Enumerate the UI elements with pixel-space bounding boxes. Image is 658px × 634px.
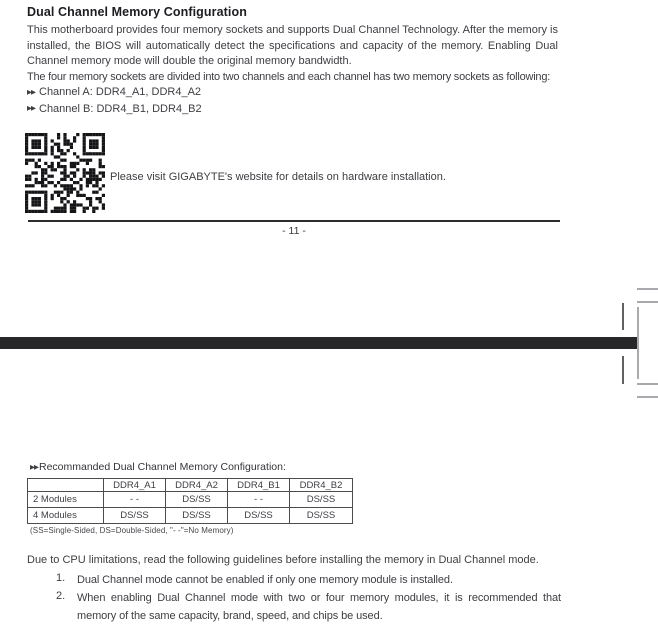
table-cell: DS/SS [228,508,290,524]
header-cell: DDR4_B2 [290,479,353,492]
crop-mark [637,307,639,379]
table-row [28,492,353,508]
guideline-intro: Due to CPU limitations, read the following guidelines before installing the memory in Dual Channel mode. [27,554,539,566]
guideline-text: Dual Channel mode cannot be enabled if only one memory module is installed. [77,574,453,586]
page-break-bar [0,337,638,349]
header-cell: DDR4_B1 [228,479,290,492]
header-cell: DDR4_A2 [166,479,228,492]
table-cell: DS/SS [104,508,166,524]
double-arrow-icon: ▶▶ [27,87,35,96]
crop-mark [637,288,658,290]
crop-mark [622,303,624,330]
section-heading: Dual Channel Memory Configuration [27,5,247,19]
table-caption [30,461,286,473]
channel-a-line [27,85,558,102]
intro-text-block [27,23,558,118]
table-note: (SS=Single-Sided, DS=Double-Sided, "- -"=No Memory) [30,526,234,535]
crop-mark [622,356,624,384]
table-cell: DS/SS [290,508,353,524]
memory-config-table [27,478,353,524]
header-cell: DDR4_A1 [104,479,166,492]
crop-mark [637,301,658,303]
page-number: - 11 - [282,225,306,237]
row-label: 4 Modules [28,508,104,524]
guideline-text: When enabling Dual Channel mode with two or four memory modules, it is recommended that memory of the same capacity, brand, speed, and chips be used. [77,592,561,622]
qr-code-image [25,133,105,213]
table-cell: DS/SS [166,492,228,508]
table-cell: DS/SS [166,508,228,524]
footer-rule [28,220,560,222]
header-cell-empty [28,479,104,492]
guideline-number: 1. [56,572,66,584]
qr-caption: Please visit GIGABYTE's website for details on hardware installation. [110,171,446,183]
table-header-row [28,479,353,492]
channel-b-line [27,102,558,119]
crop-mark [637,383,658,385]
double-arrow-icon: ▶▶ [30,462,38,471]
table-caption-text: Recommanded Dual Channel Memory Configuration: [39,461,286,473]
crop-mark [637,396,658,398]
intro-paragraph: This motherboard provides four memory sockets and supports Dual Channel Technology. After the memory is installed, the BIOS will automatically detect the specifications and capacity of the memory. Enabling Dual Channel memory mode will double the original memory bandwidth. [27,24,558,67]
table-cell: - - [228,492,290,508]
double-arrow-icon: ▶▶ [27,104,35,112]
table-cell: - - [104,492,166,508]
row-label: 2 Modules [28,492,104,508]
table-row [28,508,353,524]
guideline-number: 2. [56,590,66,602]
channel-b-text: Channel B: DDR4_B1, DDR4_B2 [39,102,202,115]
channel-a-text: Channel A: DDR4_A1, DDR4_A2 [39,86,202,98]
table-cell: DS/SS [290,492,353,508]
channels-intro-line: The four memory sockets are divided into two channels and each channel has two memory sockets as following: [27,70,551,83]
